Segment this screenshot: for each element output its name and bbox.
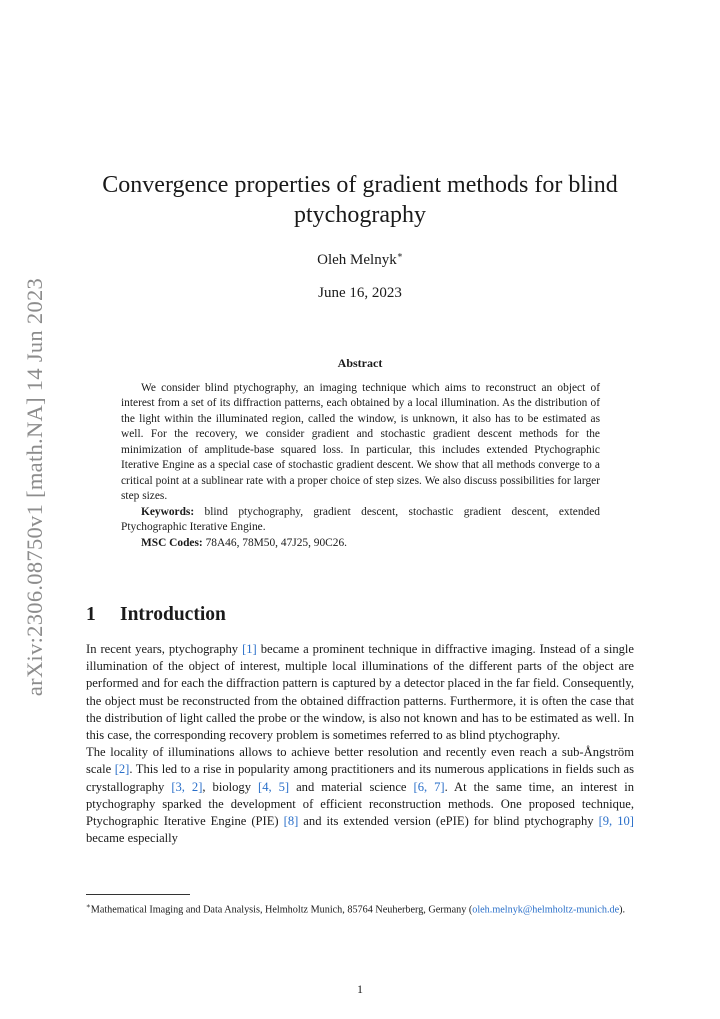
footnote-mark: ∗ [86,902,91,910]
msc-line [121,536,600,551]
citation-link[interactable]: [2] [114,762,130,777]
abstract-block [121,381,600,551]
keywords-text: blind ptychography, gradient descent, stochastic gradient descent, extended Ptychographic Iterative Engine. [121,505,600,534]
section-title: Introduction [120,604,226,625]
email-link[interactable]: oleh.melnyk@helmholtz-munich.de [472,904,620,916]
footnote-text: Mathematical Imaging and Data Analysis, Helmholtz Munich, 85764 Neuherberg, Germany ( [90,904,473,916]
paragraph-1 [86,641,634,744]
citation-link[interactable]: [8] [283,814,299,829]
citation-link[interactable]: [9, 10] [598,814,634,829]
arxiv-stamp: arXiv:2306.08750v1 [math.NA] 14 Jun 2023 [22,277,47,697]
author-name: Oleh Melnyk [317,252,397,268]
text-run: . This led to a rise in popularity among practitioners and its numerous applications in fields such as crystallography [86,762,634,794]
footnote-rule [86,894,190,895]
section-heading [86,604,226,626]
keywords-line [121,505,600,536]
msc-label: MSC Codes: [141,536,203,549]
text-run: , biology [202,779,258,794]
author [160,250,560,269]
section-number: 1 [86,604,96,625]
text-run: became a prominent technique in diffractive imaging. Instead of a single illumination of the object of interest, multiple local illuminations of the different parts of the object are performed and for each the diffraction pattern is captured by a detector placed in the far field. Consequently, the object must be reconstructed from the obtained diffraction patterns. Furthermore, it is often the case that the distribution of light called the probe or the window, is also not known and has to be estimated as well. In this case, the corresponding recovery problem is sometimes referred to as blind ptychography. [86,642,635,743]
citation-link[interactable]: [1] [242,642,257,656]
keywords-label: Keywords: [141,505,195,518]
author-footnote-mark: ∗ [396,250,403,260]
text-run: The locality of illuminations allows to achieve better resolution and recently even reach a sub-Ångström scale [86,745,634,777]
citation-link[interactable]: [6, 7] [413,779,445,794]
text-run: . At the same time, an interest in ptychography sparked the development of efficient reconstruction methods. One proposed technique, Ptychographic Iterative Engine (PIE) [86,779,635,829]
abstract-text: We consider blind ptychography, an imaging technique which aims to reconstruct an object of interest from a set of its diffraction patterns, each obtained by a local illumination. As the distribution of the light within the illuminated region, called the window, is unknown, it also has to be estimated as well. For the recovery, we consider gradient and stochastic gradient descent methods for the minimization of amplitude-base squared loss. In particular, this includes extended Ptychographic Iterative Engine as a special case of stochastic gradient descent. We show that all methods converge to a critical point at a sublinear rate with a proper choice of step sizes. We also discuss possibilities for larger step sizes. [121,382,600,503]
text-run: and material science [289,779,414,794]
body-text [86,641,634,847]
text-run: became especially [86,831,178,846]
citation-link[interactable]: [4, 5] [258,779,290,794]
abstract-heading: Abstract [337,356,383,370]
footnote [86,899,634,918]
page-number: 1 [357,982,363,996]
paper-title: Convergence properties of gradient methods for blind ptychography [102,172,618,228]
text-run: In recent years, ptychography [86,642,243,656]
footnote-close: ). [619,904,626,916]
text-run: and its extended version (ePIE) for blind ptychography [298,814,599,829]
msc-text: 78A46, 78M50, 47J25, 90C26. [205,536,348,549]
paragraph-2 [86,744,634,847]
citation-link[interactable]: [3, 2] [171,779,203,794]
paper-date: June 16, 2023 [318,285,402,301]
